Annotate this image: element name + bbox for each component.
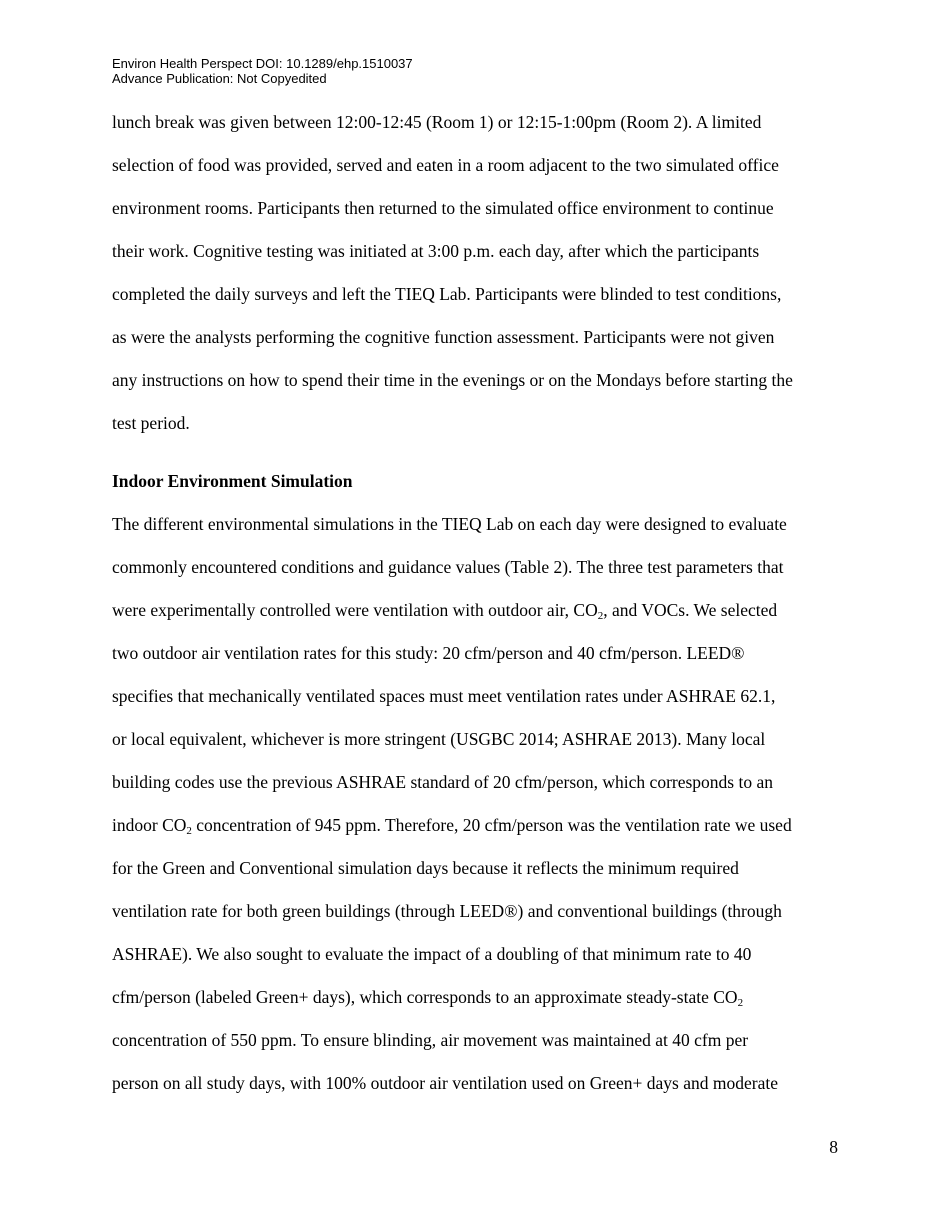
text-line: any instructions on how to spend their time in the evenings or on the Mondays before starting the	[112, 370, 793, 390]
publication-status-line: Advance Publication: Not Copyedited	[112, 71, 327, 86]
text-line: concentration of 550 ppm. To ensure blinding, air movement was maintained at 40 cfm per	[112, 1030, 749, 1050]
running-header	[112, 56, 413, 86]
text-line: specifies that mechanically ventilated spaces must meet ventilation rates under ASHRAE 62.1,	[112, 686, 776, 706]
subscript: 2	[737, 997, 744, 1009]
text-line	[112, 600, 777, 621]
text-line: test period.	[112, 413, 190, 433]
text-line: as were the analysts performing the cognitive function assessment. Participants were not given	[112, 327, 775, 347]
text-line: ASHRAE). We also sought to evaluate the impact of a doubling of that minimum rate to 40	[112, 944, 752, 964]
text-line: person on all study days, with 100% outdoor air ventilation used on Green+ days and moderate	[112, 1073, 778, 1093]
text-line: their work. Cognitive testing was initiated at 3:00 p.m. each day, after which the participants	[112, 241, 760, 261]
text-span: cfm/person (labeled Green+ days), which corresponds to an approximate steady-state CO	[112, 987, 738, 1007]
text-line	[112, 987, 743, 1008]
text-line: or local equivalent, whichever is more stringent (USGBC 2014; ASHRAE 2013). Many local	[112, 729, 766, 749]
text-line: ventilation rate for both green buildings (through LEED®) and conventional buildings (through	[112, 901, 782, 921]
text-line: commonly encountered conditions and guidance values (Table 2). The three test parameters that	[112, 557, 784, 577]
text-span: were experimentally controlled were ventilation with outdoor air, CO	[112, 600, 598, 620]
text-line: two outdoor air ventilation rates for this study: 20 cfm/person and 40 cfm/person. LEED®	[112, 643, 745, 663]
text-line: selection of food was provided, served and eaten in a room adjacent to the two simulated office	[112, 155, 779, 175]
text-span: indoor CO	[112, 815, 187, 835]
text-line: lunch break was given between 12:00-12:45 (Room 1) or 12:15-1:00pm (Room 2). A limited	[112, 112, 762, 132]
page-number: 8	[829, 1137, 838, 1157]
subscript: 2	[597, 610, 604, 622]
subscript: 2	[186, 825, 192, 837]
text-line: completed the daily surveys and left the TIEQ Lab. Participants were blinded to test conditions,	[112, 284, 782, 304]
text-span: , and VOCs. We selected	[603, 600, 778, 620]
text-line	[112, 815, 792, 836]
text-line: building codes use the previous ASHRAE standard of 20 cfm/person, which corresponds to an	[112, 772, 773, 792]
text-span: concentration of 945 ppm. Therefore, 20 cfm/person was the ventilation rate we used	[191, 815, 792, 835]
section-heading: Indoor Environment Simulation	[112, 471, 353, 491]
text-line: for the Green and Conventional simulation days because it reflects the minimum required	[112, 858, 739, 878]
text-line: environment rooms. Participants then returned to the simulated office environment to continue	[112, 198, 774, 218]
journal-doi-line: Environ Health Perspect DOI: 10.1289/ehp.1510037	[112, 56, 413, 71]
text-line: The different environmental simulations in the TIEQ Lab on each day were designed to evaluate	[112, 514, 787, 534]
